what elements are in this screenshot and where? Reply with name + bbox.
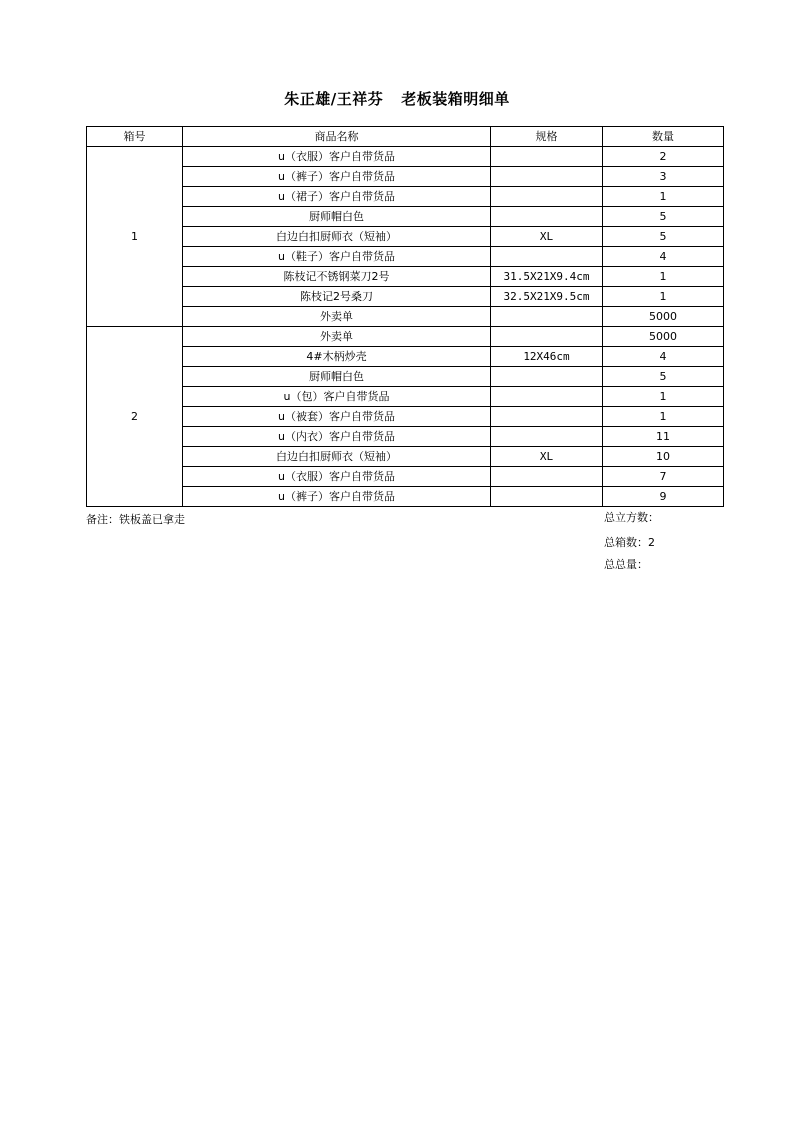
quantity-cell: 11 — [603, 427, 724, 447]
spec-cell: XL — [491, 447, 603, 467]
quantity-cell: 1 — [603, 267, 724, 287]
table-row — [87, 147, 724, 167]
table-row — [87, 227, 724, 247]
quantity-cell: 2 — [603, 147, 724, 167]
quantity-cell: 5000 — [603, 327, 724, 347]
quantity-cell: 5 — [603, 367, 724, 387]
item-name-cell: u（包）客户自带货品 — [183, 387, 491, 407]
spec-cell: 31.5X21X9.4cm — [491, 267, 603, 287]
spec-cell: 12X46cm — [491, 347, 603, 367]
item-name-cell: 4#木柄炒壳 — [183, 347, 491, 367]
header-item-name: 商品名称 — [183, 127, 491, 147]
quantity-cell: 1 — [603, 287, 724, 307]
item-name-cell: u（内衣）客户自带货品 — [183, 427, 491, 447]
spec-cell — [491, 307, 603, 327]
quantity-cell: 1 — [603, 387, 724, 407]
quantity-cell: 3 — [603, 167, 724, 187]
quantity-cell: 5 — [603, 207, 724, 227]
total-weight-label: 总总量： — [604, 558, 648, 571]
item-name-cell: u（被套）客户自带货品 — [183, 407, 491, 427]
table-row — [87, 247, 724, 267]
quantity-cell: 5000 — [603, 307, 724, 327]
spec-cell — [491, 327, 603, 347]
item-name-cell: u（裤子）客户自带货品 — [183, 167, 491, 187]
table-row — [87, 187, 724, 207]
item-name-cell: 白边白扣厨师衣（短袖） — [183, 447, 491, 467]
spec-cell — [491, 247, 603, 267]
spec-cell: XL — [491, 227, 603, 247]
title-customer: 朱正雄/王祥芬 — [284, 90, 384, 108]
quantity-cell: 1 — [603, 187, 724, 207]
table-body — [87, 147, 724, 507]
item-name-cell: 外卖单 — [183, 327, 491, 347]
item-name-cell: u（裤子）客户自带货品 — [183, 487, 491, 507]
table-row — [87, 407, 724, 427]
title-doc-name: 老板装箱明细单 — [401, 90, 510, 108]
box-number-cell: 2 — [87, 327, 183, 507]
item-name-cell: 厨师帽白色 — [183, 367, 491, 387]
table-row — [87, 287, 724, 307]
spec-cell — [491, 367, 603, 387]
spec-cell — [491, 207, 603, 227]
table-row — [87, 467, 724, 487]
table-row — [87, 347, 724, 367]
table-row — [87, 207, 724, 227]
spec-cell — [491, 147, 603, 167]
total-boxes-value: 2 — [648, 536, 655, 549]
box-number-cell: 1 — [87, 147, 183, 327]
total-volume-label: 总立方数： — [604, 511, 659, 524]
spec-cell — [491, 427, 603, 447]
item-name-cell: u（衣服）客户自带货品 — [183, 147, 491, 167]
table-row — [87, 427, 724, 447]
table-row — [87, 327, 724, 347]
table-row — [87, 367, 724, 387]
table-header-row — [87, 127, 724, 147]
item-name-cell: 外卖单 — [183, 307, 491, 327]
quantity-cell: 1 — [603, 407, 724, 427]
table-row — [87, 447, 724, 467]
table-row — [87, 267, 724, 287]
header-box-no: 箱号 — [87, 127, 183, 147]
spec-cell — [491, 167, 603, 187]
spec-cell — [491, 467, 603, 487]
quantity-cell: 7 — [603, 467, 724, 487]
quantity-cell: 5 — [603, 227, 724, 247]
total-boxes — [604, 534, 655, 550]
spec-cell — [491, 487, 603, 507]
total-boxes-label: 总箱数： — [604, 536, 648, 549]
table-row — [87, 487, 724, 507]
table-row — [87, 307, 724, 327]
page-title — [0, 88, 794, 109]
spec-cell — [491, 187, 603, 207]
quantity-cell: 4 — [603, 247, 724, 267]
item-name-cell: u（裙子）客户自带货品 — [183, 187, 491, 207]
item-name-cell: 白边白扣厨师衣（短袖） — [183, 227, 491, 247]
item-name-cell: u（衣服）客户自带货品 — [183, 467, 491, 487]
quantity-cell: 10 — [603, 447, 724, 467]
spec-cell: 32.5X21X9.5cm — [491, 287, 603, 307]
item-name-cell: 陈枝记不锈钢菜刀2号 — [183, 267, 491, 287]
header-quantity: 数量 — [603, 127, 724, 147]
quantity-cell: 4 — [603, 347, 724, 367]
spec-cell — [491, 387, 603, 407]
table-row — [87, 387, 724, 407]
header-spec: 规格 — [491, 127, 603, 147]
item-name-cell: 陈枝记2号桑刀 — [183, 287, 491, 307]
spec-cell — [491, 407, 603, 427]
item-name-cell: 厨师帽白色 — [183, 207, 491, 227]
quantity-cell: 9 — [603, 487, 724, 507]
item-name-cell: u（鞋子）客户自带货品 — [183, 247, 491, 267]
table-row — [87, 167, 724, 187]
packing-list-table — [86, 126, 724, 507]
remark: 备注：铁板盖已拿走 — [86, 513, 185, 526]
